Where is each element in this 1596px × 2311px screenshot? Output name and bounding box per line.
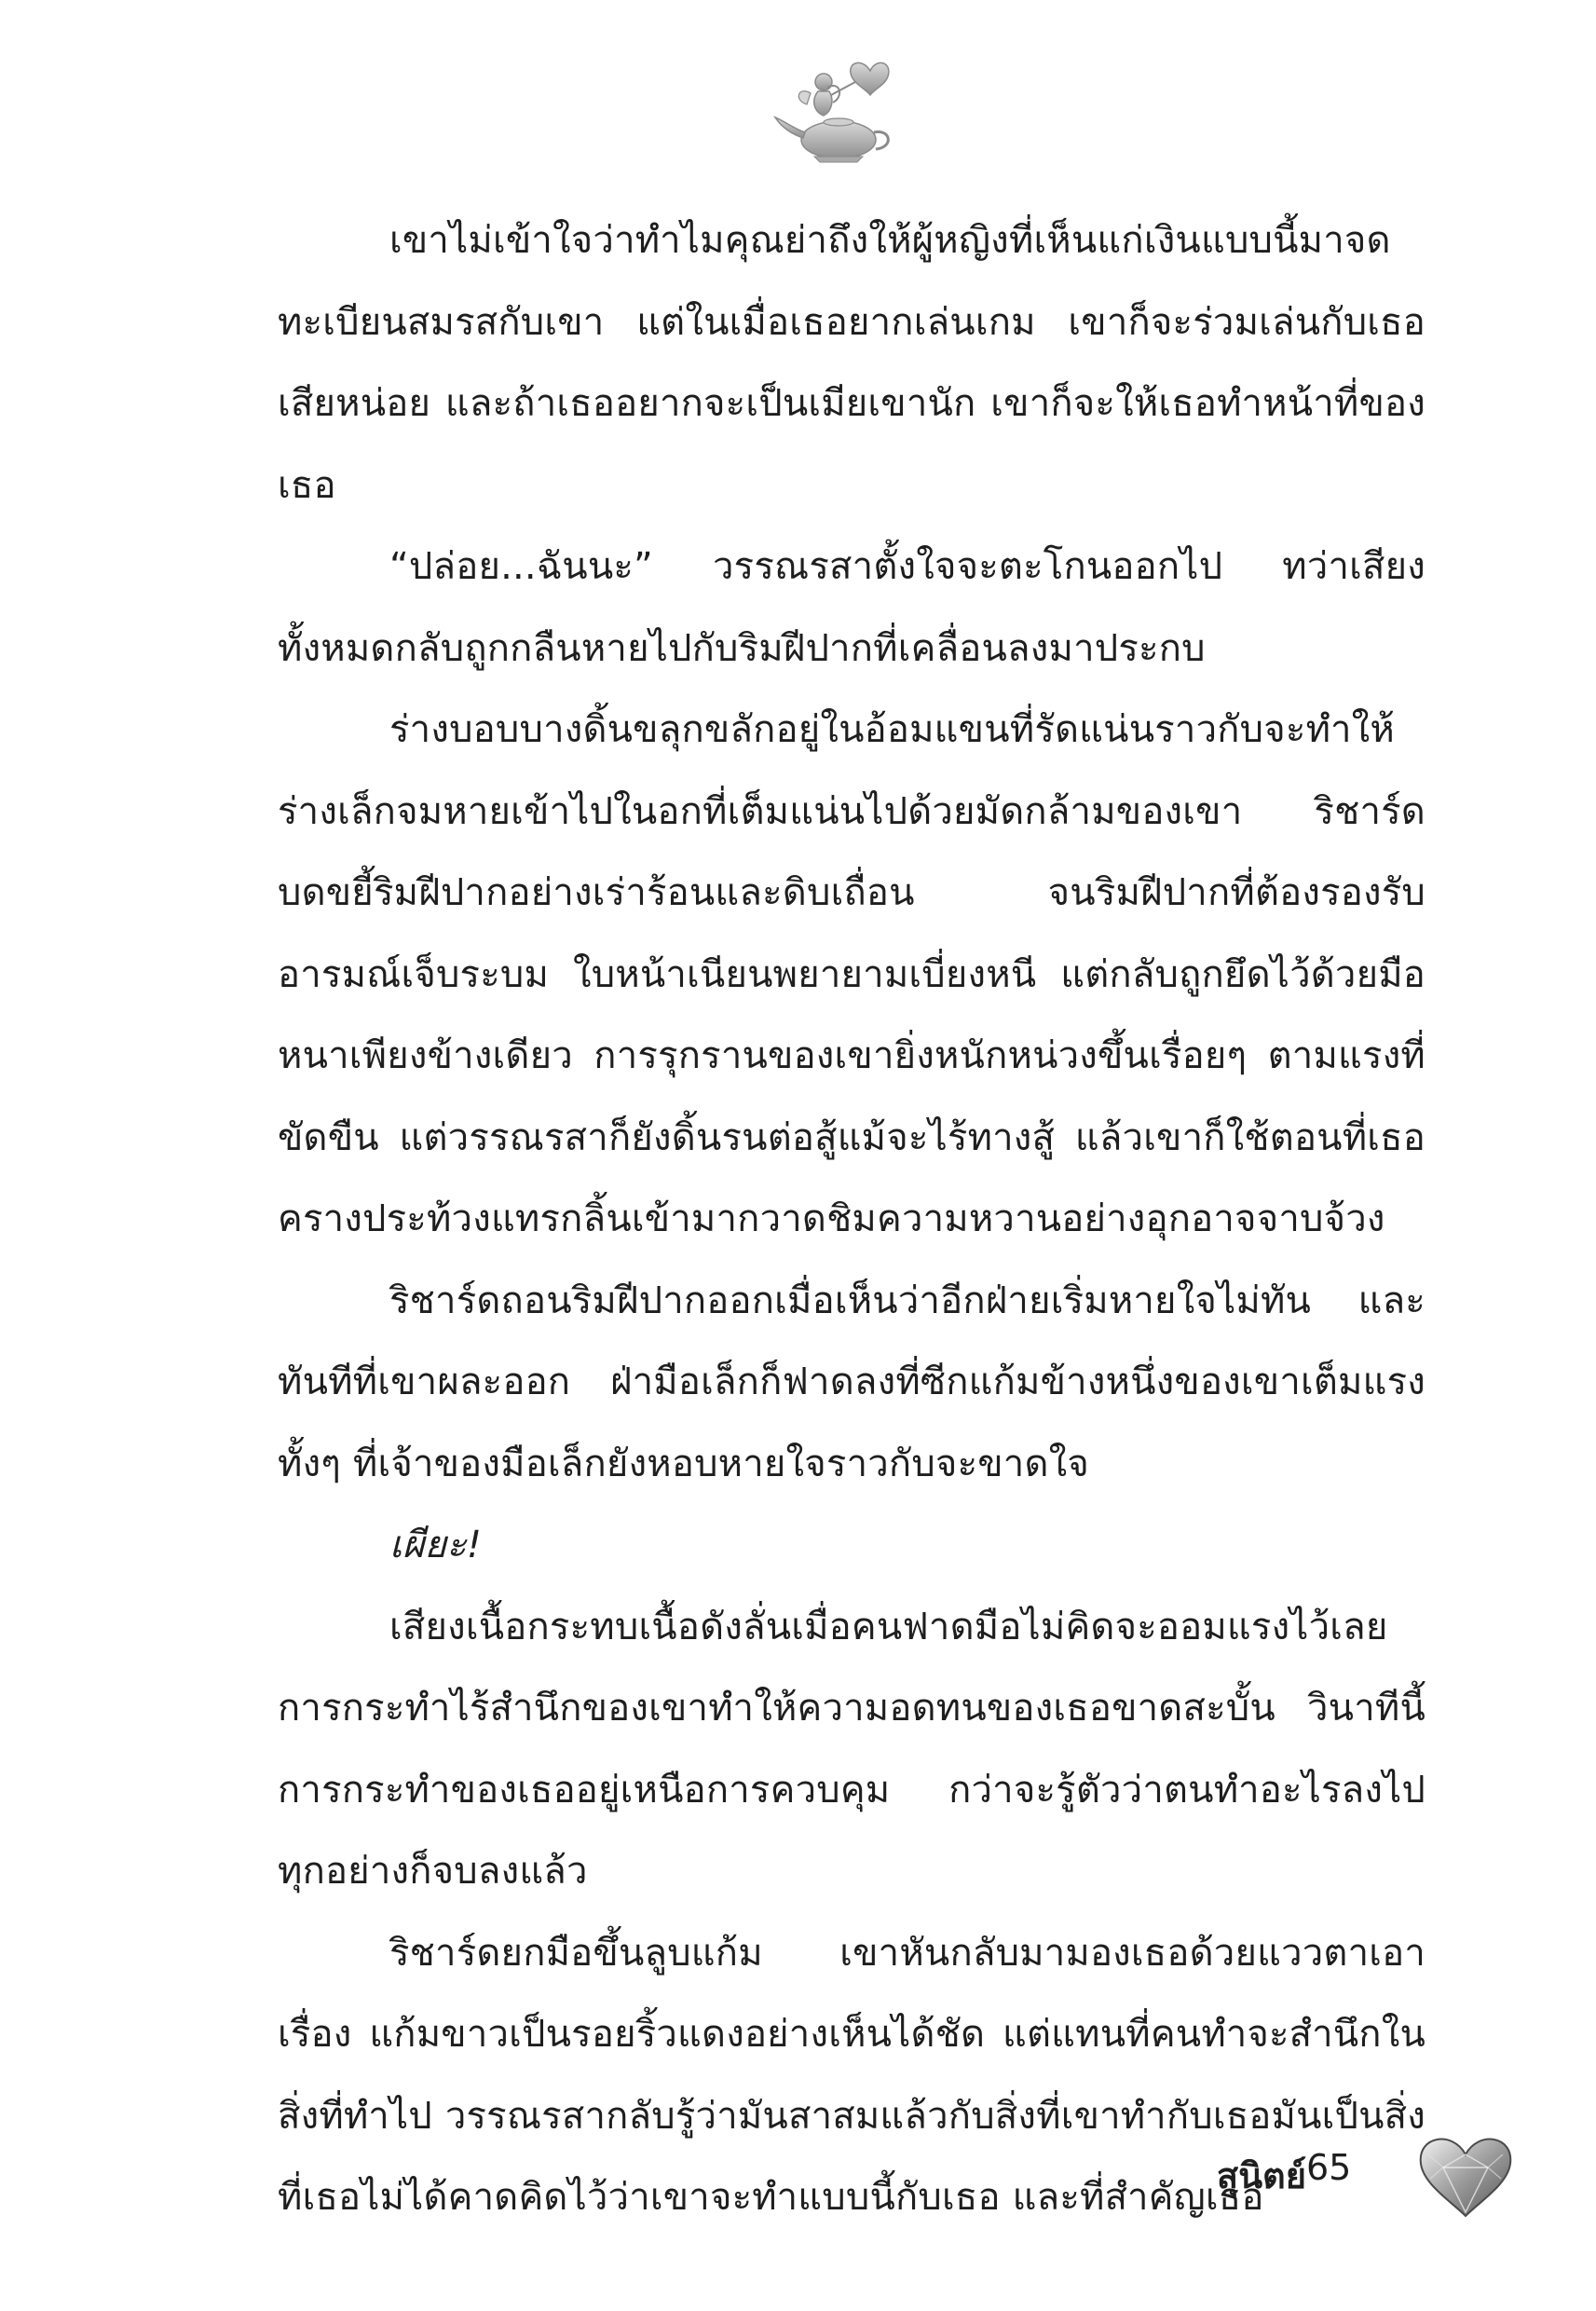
paragraph-sound-effect: เผียะ! — [389, 1524, 483, 1566]
page-number: 65 — [1306, 2147, 1352, 2188]
paragraph: ร่างบอบบางดิ้นขลุกขลักอยู่ในอ้อมแขนที่รัดแน่นราวกับจะทำให้ร่างเล็กจมหายเข้าไปในอกที่เต็มแน่นไปด้วยมัดกล้ามของเขา ริชาร์ดบดขยี้ริมฝีปากอย่างเร่าร้อนและดิบเถื่อน จนริมฝีปากที่ต้องรองรับอารมณ์เจ็บระบม ใบหน้าเนียนพยายามเบี่ยงหนี แต่กลับถูกยึดไว้ด้วยมือหนาเพียงข้างเดียว การรุกรานของเขายิ่งหนักหน่วงขึ้นเรื่อยๆ ตามแรงที่ขัดขืน แต่วรรณรสาก็ยังดิ้นรนต่อสู้แม้จะไร้ทางสู้ แล้วเขาก็ใช้ตอนที่เธอครางประท้วงแทรกลิ้นเข้ามากวาดชิมความหวานอย่างอุกอาจจาบจ้วง — [278, 708, 1425, 1240]
page-footer — [0, 2126, 1596, 2220]
paragraph: เสียงเนื้อกระทบเนื้อดังลั่นเมื่อคนฟาดมือไม่คิดจะออมแรงไว้เลยการกระทำไร้สำนึกของเขาทำให้ความอดทนของเธอขาดสะบั้น วินาทีนี้การกระทำของเธออยู่เหนือการควบคุม กว่าจะรู้ตัวว่าตนทำอะไรลงไปทุกอย่างก็จบลงแล้ว — [278, 1605, 1425, 1893]
heart-gem-icon — [1410, 2126, 1521, 2220]
paragraph: ริชาร์ดยกมือขึ้นลูบแก้ม เขาหันกลับมามองเธอด้วยแววตาเอาเรื่อง แก้มขาวเป็นรอยริ้วแดงอย่างเห็นได้ชัด แต่แทนที่คนทำจะสำนึกในสิ่งที่ทำไป วรรณรสากลับรู้ว่ามันสาสมแล้วกับสิ่งที่เขาทำกับเธอมันเป็นสิ่งที่เธอไม่ได้คาดคิดไว้ว่าเขาจะทำแบบนี้กับเธอ และที่สำคัญเธอ — [278, 1931, 1425, 2219]
paragraph: ริชาร์ดถอนริมฝีปากออกเมื่อเห็นว่าอีกฝ่ายเริ่มหายใจไม่ทัน และทันทีที่เขาผละออก ฝ่ามือเล็กก็ฟาดลงที่ซีกแก้มข้างหนึ่งของเขาเต็มแรงทั้งๆ ที่เจ้าของมือเล็กยังหอบหายใจราวกับจะขาดใจ — [278, 1279, 1425, 1485]
cupid-teapot-ornament-icon — [766, 54, 906, 171]
paragraph: “ปล่อย...ฉันนะ” วรรณรสาตั้งใจจะตะโกนออกไป ทว่าเสียงทั้งหมดกลับถูกกลืนหายไปกับริมฝีปากที่เคลื่อนลงมาประกบ — [278, 545, 1425, 670]
paragraph: เขาไม่เข้าใจว่าทำไมคุณย่าถึงให้ผู้หญิงที่เห็นแก่เงินแบบนี้มาจดทะเบียนสมรสกับเขา แต่ในเมื่อเธอยากเล่นเกม เขาก็จะร่วมเล่นกับเธอเสียหน่อย และถ้าเธออยากจะเป็นเมียเขานัก เขาก็จะให้เธอทำหน้าที่ของเธอ — [278, 219, 1425, 507]
book-title: สุนิตย์ — [1216, 2155, 1306, 2196]
body-text — [278, 200, 1425, 2239]
